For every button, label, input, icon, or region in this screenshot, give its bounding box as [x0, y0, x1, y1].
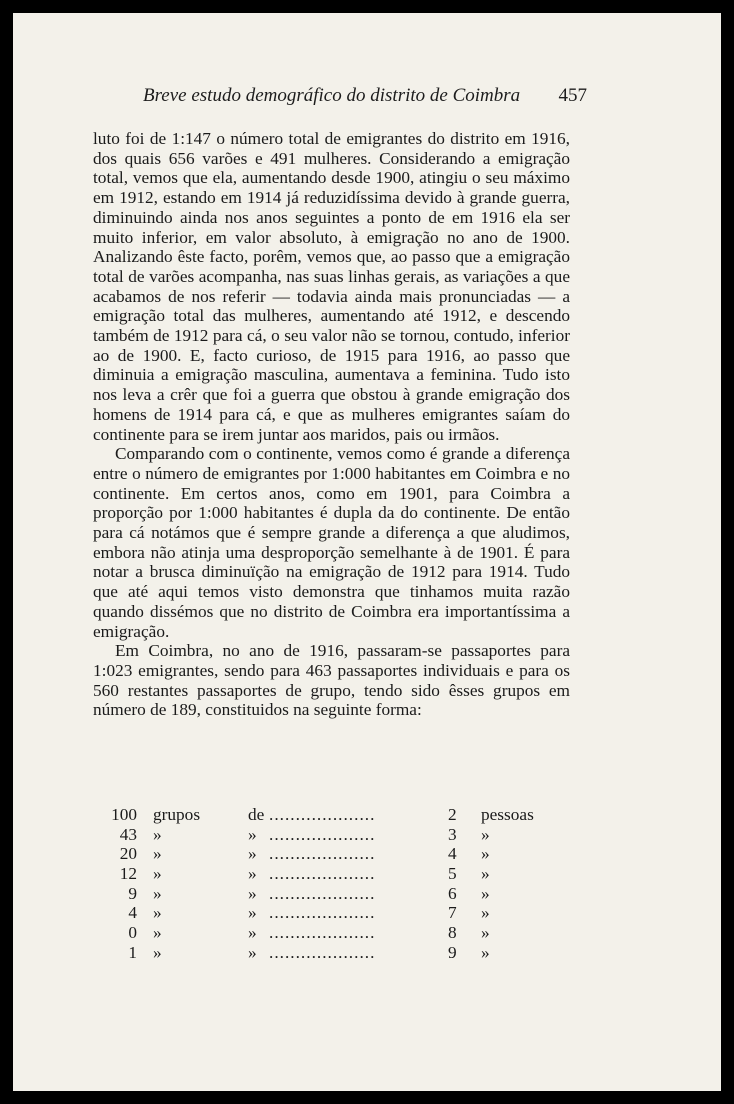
paragraph: Em Coimbra, no ano de 1916, passaram-se passaportes para 1:023 emigrantes, sendo para 463 passaportes individuais e para os 560 restantes passaportes de grupo, tendo sido êsses grupos em número de 189, constituidos na seguinte forma: [93, 641, 570, 720]
persons-count: 7 [448, 903, 457, 923]
persons-count: 3 [448, 824, 457, 844]
groups-table [93, 805, 570, 963]
table-row [93, 923, 570, 943]
leader-dots: .................... [269, 824, 376, 844]
table-row [93, 825, 570, 845]
persons-label: » [481, 942, 490, 962]
header-title: Breve estudo demográfico do distrito de Coimbra [143, 85, 521, 106]
group-count: 100 [111, 805, 137, 824]
de-label: » [248, 942, 257, 962]
groups-label: » [153, 864, 162, 884]
table-row [93, 805, 570, 825]
leader-dots: .................... [269, 864, 376, 884]
groups-label: » [153, 903, 162, 923]
group-count: 1 [128, 942, 137, 962]
persons-label: » [481, 864, 490, 884]
body-text [93, 129, 570, 720]
groups-label: » [153, 942, 162, 962]
leader-dots: .................... [269, 805, 376, 824]
paragraph: Comparando com o continente, vemos como é grande a diferença entre o número de emigrantes por 1:000 habitantes em Coimbra e no continente. Em certos anos, como em 1901, para Coimbra a proporção por 1:000 habitantes é dupla da do continente. De então para cá notámos que é sempre grande a diferença a que aludimos, embora não atinja uma desproporção semelhante à de 1901. É para notar a brusca diminuïção na emigração de 1912 para 1914. Tudo que até aqui temos visto demonstra que tinhamos muita razão quando dissémos que no distrito de Coimbra era importantíssima a emigração. [93, 444, 570, 641]
de-label: » [248, 883, 257, 903]
paragraph: luto foi de 1:147 o número total de emigrantes do distrito em 1916, dos quais 656 varões e 491 mulheres. Considerando a emigração total, vemos que ela, aumentando desde 1900, atingiu o seu máximo em 1912, estando em 1914 já reduzidíssima devido à grande guerra, diminuindo ainda nos anos seguintes a ponto de em 1916 ela ser muito inferior, em valor absoluto, à emigração no ano de 1900. Analizando êste facto, porêm, vemos que, ao passo que a emigração total de varões acompanha, nas suas linhas gerais, as variações a que acabamos de nos referir — todavia ainda mais pronunciadas — a emigração total das mulheres, aumentando até 1912, e descendo também de 1912 para cá, o seu valor não se tornou, contudo, inferior ao de 1900. E, facto curioso, de 1915 para 1916, ao passo que diminuia a emigração masculina, aumentava a feminina. Tudo isto nos leva a crêr que foi a guerra que obstou à grande emigração dos homens de 1914 para cá, e que as mulheres emigrantes saíam do continente para se irem juntar aos maridos, pais ou irmãos. [93, 129, 570, 444]
groups-label: » [153, 824, 162, 844]
book-page [13, 13, 721, 1091]
groups-label: grupos [153, 805, 201, 824]
group-count: 4 [128, 903, 137, 923]
running-header [143, 85, 603, 115]
persons-label: » [481, 824, 490, 844]
persons-label: » [481, 923, 490, 943]
persons-label: » [481, 883, 490, 903]
persons-count: 8 [448, 923, 457, 943]
table-row [93, 864, 570, 884]
group-count: 12 [119, 864, 137, 884]
leader-dots: .................... [269, 923, 376, 943]
persons-count: 4 [448, 844, 457, 864]
groups-label: » [153, 883, 162, 903]
persons-count: 6 [448, 883, 457, 903]
persons-label: » [481, 903, 490, 923]
table-row [93, 943, 570, 963]
persons-count: 5 [448, 864, 457, 884]
page-number: 457 [558, 85, 587, 106]
de-label: » [248, 844, 257, 864]
persons-label: » [481, 844, 490, 864]
group-count: 0 [128, 923, 137, 943]
leader-dots: .................... [269, 903, 376, 923]
groups-label: » [153, 923, 162, 943]
de-label: » [248, 923, 257, 943]
table-row [93, 884, 570, 904]
de-label: de [248, 805, 265, 824]
group-count: 9 [128, 883, 137, 903]
group-count: 43 [119, 824, 137, 844]
leader-dots: .................... [269, 844, 376, 864]
leader-dots: .................... [269, 942, 376, 962]
table-row [93, 844, 570, 864]
groups-label: » [153, 844, 162, 864]
group-count: 20 [119, 844, 137, 864]
persons-count: 2 [448, 805, 457, 824]
de-label: » [248, 903, 257, 923]
leader-dots: .................... [269, 883, 376, 903]
persons-count: 9 [448, 942, 457, 962]
table-row [93, 903, 570, 923]
de-label: » [248, 864, 257, 884]
persons-label: pessoas [481, 805, 534, 824]
de-label: » [248, 824, 257, 844]
